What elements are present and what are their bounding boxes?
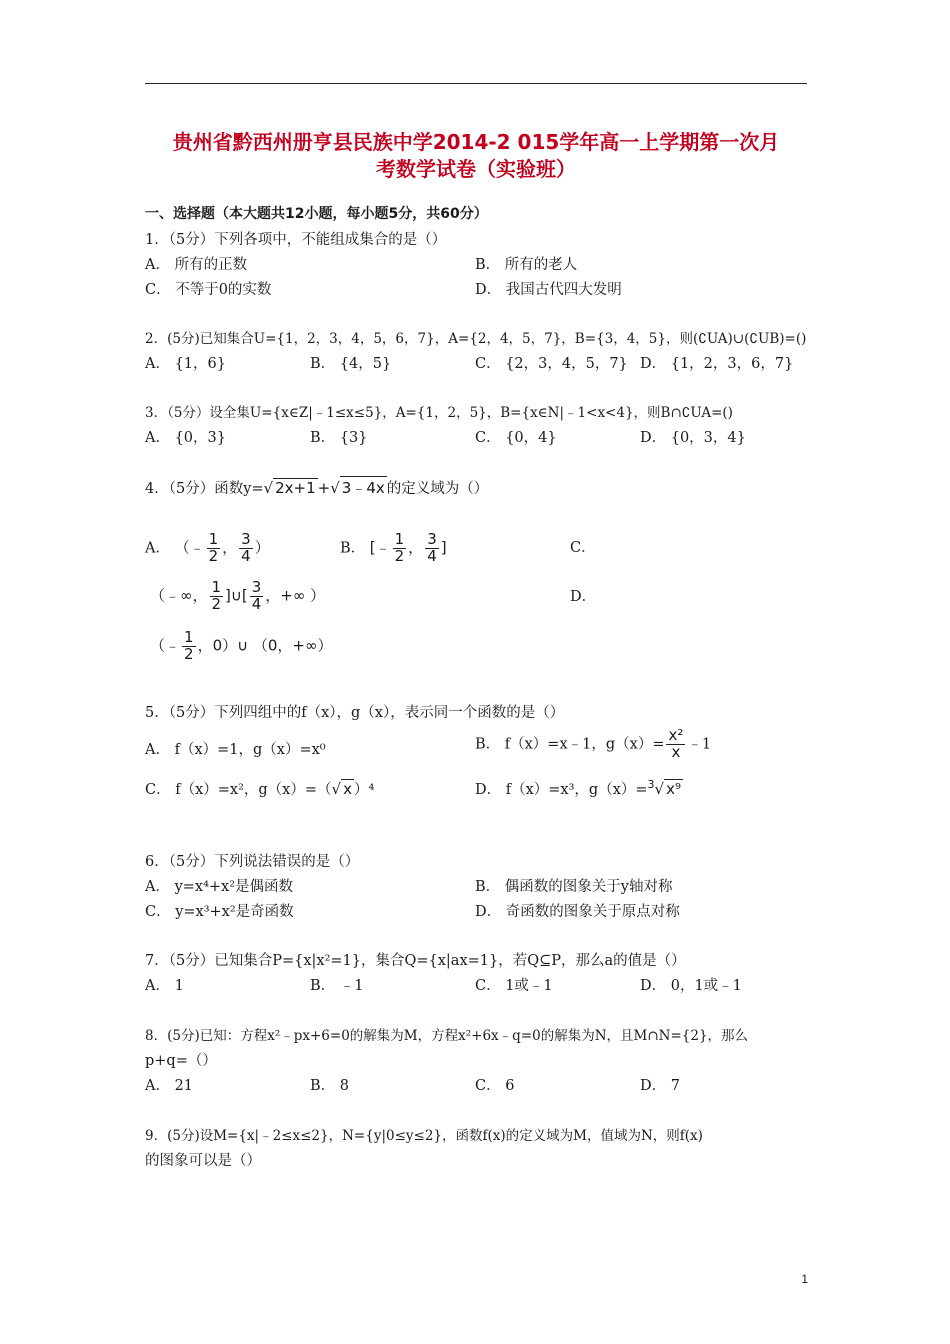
q5-d-sqrt: √ x⁹: [654, 780, 681, 798]
q7-option-a: A． 1: [145, 978, 184, 994]
page-number: 1: [801, 1272, 808, 1286]
q5-b-prefix: B． f（x）=x﹣1，g（x）=: [475, 736, 665, 753]
q4-b-label: B．: [340, 540, 366, 557]
q4-c-num-1: 1: [211, 578, 222, 596]
q4-sqrt-1: √ 2x+1: [263, 479, 316, 497]
q3-option-a: A． {0，3}: [145, 430, 226, 446]
q4-d-frac-1: [182, 630, 196, 663]
q5-c-sqrt: √ x: [331, 780, 352, 798]
q6-option-b: B． 偶函数的图象关于y轴对称: [475, 879, 673, 895]
q5-b-frac: [666, 728, 685, 761]
q4-option-b: [340, 532, 447, 565]
q6-stem: 6．（5分）下列说法错误的是（）: [145, 854, 360, 870]
q4-option-d: [150, 630, 332, 663]
q4-b-close: ]: [440, 538, 447, 557]
q8-option-d: D． 7: [640, 1078, 680, 1094]
q2-option-c: C． {2，3，4，5，7}: [475, 356, 628, 372]
q4-d-open: （﹣: [150, 636, 181, 655]
q4-stem-prefix: 4．（5分）函数y=: [145, 481, 264, 497]
q1-option-d: D． 我国古代四大发明: [475, 282, 622, 298]
q4-a-close: ）: [254, 538, 270, 557]
q4-radicand-2: 3﹣4x: [340, 476, 387, 498]
q7-option-d: D． 0，1或﹣1: [640, 978, 742, 994]
q4-stem: [145, 476, 488, 498]
q4-option-d-label: D．: [570, 589, 597, 605]
q4-b-frac-1: [393, 532, 407, 565]
section-heading: 一、选择题（本大题共12小题，每小题5分，共60分）: [145, 206, 488, 222]
q3-option-b: B． {3}: [310, 430, 368, 446]
q1-option-a: A． 所有的正数: [145, 257, 248, 273]
q4-b-open: [﹣: [369, 538, 391, 557]
q3-stem: 3．（5分）设全集U={x∈Z|﹣1≤x≤5}，A={1，2，5}，B={x∈N|﹣1<x<4}，则B∩∁UA=(): [145, 405, 733, 421]
q4-option-c-label: C．: [570, 540, 596, 556]
q1-option-b: B． 所有的老人: [475, 257, 578, 273]
q5-b-num: x²: [668, 726, 684, 744]
q3-option-d: D． {0，3，4}: [640, 430, 746, 446]
q6-option-d: D． 奇函数的图象关于原点对称: [475, 904, 680, 920]
title-line-1: 贵州省黔西州册亨县民族中学2014-2 015学年高一上学期第一次月: [172, 130, 780, 154]
q8-stem-line-2: p+q=（）: [145, 1053, 217, 1069]
q5-c-radicand: x: [343, 780, 352, 798]
q4-b-den-2: 4: [427, 546, 437, 565]
q4-stem-suffix: 的定义域为（）: [386, 481, 489, 497]
q4-a-num-1: 1: [208, 530, 219, 548]
q5-d-index: 3: [647, 778, 655, 792]
q8-option-c: C． 6: [475, 1078, 515, 1094]
q9-stem-line-2: 的图象可以是（）: [145, 1153, 261, 1169]
q4-c-mid: ]∪[: [225, 586, 248, 605]
q5-option-a: A． f（x）=1，g（x）=x⁰: [145, 742, 326, 758]
q8-option-b: B． 8: [310, 1078, 349, 1094]
q4-c-open: （﹣∞，: [150, 586, 208, 605]
q5-option-b: [475, 728, 711, 761]
q8-stem-line-1: 8．(5分)已知：方程x²﹣px+6=0的解集为M，方程x²+6x﹣q=0的解集为N，且M∩N={2}，那么: [145, 1028, 749, 1044]
q5-c-suffix: ）⁴: [353, 782, 375, 798]
q6-option-c: C． y=x³+x²是奇函数: [145, 904, 294, 920]
q4-radicand-1: 2x+1: [275, 479, 316, 497]
q4-d-close: ，0）∪ （0，+∞）: [197, 636, 333, 655]
title-line-2: 考数学试卷（实验班）: [376, 157, 576, 181]
q4-option-c: [150, 580, 325, 613]
q4-c-frac-1: [210, 580, 224, 613]
q6-option-a: A． y=x⁴+x²是偶函数: [145, 879, 294, 895]
q4-c-close: ，+∞ ）: [265, 586, 326, 605]
q7-stem: 7．（5分）已知集合P={x|x²=1}，集合Q={x|ax=1}，若Q⊆P，那么a的值是（）: [145, 953, 686, 969]
q4-c-den-1: 2: [211, 594, 222, 613]
q1-stem: 1．（5分）下列各项中，不能组成集合的是（）: [145, 232, 447, 248]
q2-option-d: D． {1，2，3，6，7}: [640, 356, 794, 372]
q4-a-label: A．: [145, 540, 170, 557]
q9-stem-line-1: 9．(5分)设M={x|﹣2≤x≤2}，N={y|0≤y≤2}，函数f(x)的定义域为M，值域为N，则f(x): [145, 1128, 703, 1144]
q5-b-suffix: ﹣1: [687, 736, 712, 753]
q2-option-b: B． {4，5}: [310, 356, 392, 372]
q4-sqrt-2: √ 3﹣4x: [330, 476, 387, 498]
q7-option-c: C． 1或﹣1: [475, 978, 553, 994]
q5-d-radicand: x⁹: [666, 780, 681, 798]
q2-stem: 2．(5分)已知集合U={1，2，3，4，5，6，7}，A={2，4，5，7}，B={3，4，5}，则(∁UA)∪(∁UB)=(): [145, 331, 807, 347]
q4-b-num-1: 1: [394, 530, 405, 548]
q4-b-num-2: 3: [427, 530, 437, 548]
q4-a-den-1: 2: [208, 546, 219, 565]
q4-c-den-2: 4: [251, 594, 262, 613]
q4-a-frac-1: [207, 532, 221, 565]
q3-option-c: C． {0，4}: [475, 430, 557, 446]
q4-b-comma: ，: [408, 538, 424, 557]
q8-option-a: A． 21: [145, 1078, 194, 1094]
q5-c-prefix: C． f（x）=x²，g（x）=（: [145, 782, 332, 798]
q5-stem: 5．（5分）下列四组中的f（x），g（x），表示同一个函数的是（）: [145, 705, 565, 721]
q4-a-num-2: 3: [241, 530, 251, 548]
q4-c-frac-2: [250, 580, 264, 613]
q4-d-num-1: 1: [184, 628, 194, 646]
q4-d-den-1: 2: [184, 644, 194, 663]
q2-option-a: A． {1，6}: [145, 356, 226, 372]
q5-b-den: x: [671, 742, 681, 761]
q4-a-comma: ，: [222, 538, 238, 557]
q4-plus: +: [317, 479, 331, 497]
q1-option-c: C． 不等于0的实数: [145, 282, 272, 298]
q4-b-frac-2: [425, 532, 439, 565]
q5-option-c: [145, 778, 374, 799]
q4-a-open: （﹣: [174, 538, 205, 557]
q5-option-d: [475, 778, 683, 799]
q4-a-frac-2: [239, 532, 253, 565]
q4-a-den-2: 4: [241, 546, 251, 565]
q5-d-prefix: D． f（x）=x³，g（x）=: [475, 782, 648, 798]
q4-c-num-2: 3: [251, 578, 262, 596]
q4-option-a: [145, 532, 270, 565]
q4-b-den-1: 2: [394, 546, 405, 565]
header-rule: [145, 83, 807, 84]
q7-option-b: B． ﹣1: [310, 978, 364, 994]
